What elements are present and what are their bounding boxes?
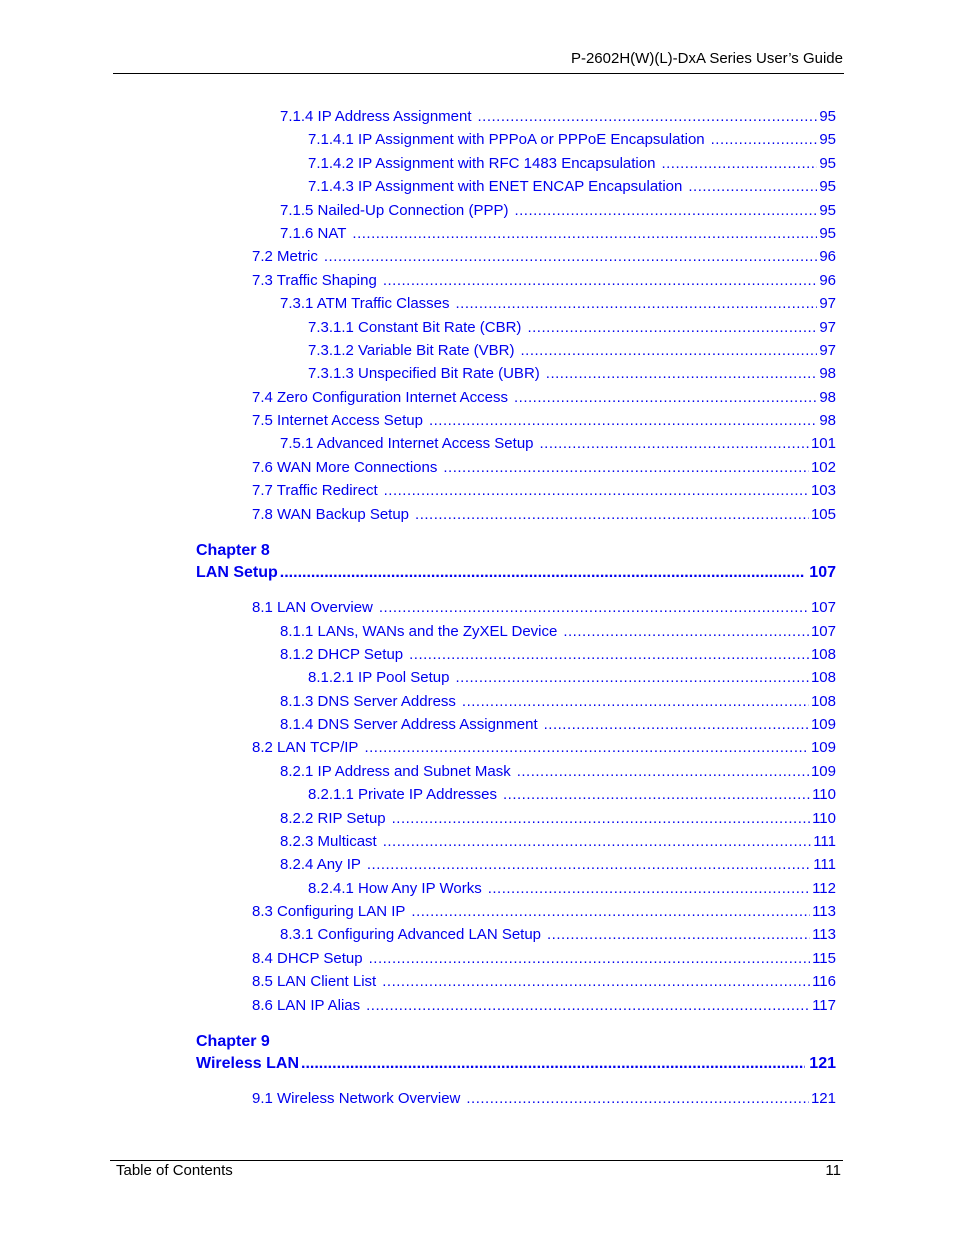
toc-entry-title: 8.2.4 Any IP — [280, 856, 361, 873]
toc-entry-title: 7.5.1 Advanced Internet Access Setup — [280, 435, 534, 452]
toc-entry[interactable] — [280, 293, 836, 313]
toc-entry-page: 96 — [819, 272, 836, 289]
toc-entry-page: 95 — [819, 202, 836, 219]
toc-entry-title: 8.1 LAN Overview — [252, 599, 373, 616]
toc-leader — [366, 997, 810, 1015]
toc-entry-page: 112 — [812, 880, 836, 897]
toc-entry[interactable] — [280, 761, 836, 781]
toc-entry[interactable] — [252, 480, 836, 500]
toc-entry[interactable] — [252, 246, 836, 266]
toc-entry-page: 108 — [810, 669, 836, 686]
toc-entry-title: 7.8 WAN Backup Setup — [252, 506, 410, 523]
toc-leader — [411, 903, 810, 921]
toc-entry-page: 98 — [819, 365, 836, 382]
toc-entry[interactable] — [280, 831, 836, 851]
toc-leader — [456, 295, 818, 313]
toc-leader — [520, 342, 817, 360]
page-header-title: P-2602H(W)(L)-DxA Series User’s Guide — [570, 50, 843, 67]
toc-leader — [383, 833, 811, 851]
toc-leader — [456, 669, 809, 687]
toc-entry[interactable] — [252, 410, 836, 430]
toc-entry-title: 8.3.1 Configuring Advanced LAN Setup — [280, 926, 542, 943]
toc-entry-page: 95 — [819, 131, 836, 148]
toc-entry-page: 105 — [810, 506, 836, 523]
toc-entry-title: 8.2.1 IP Address and Subnet Mask — [280, 763, 511, 780]
toc-entry[interactable] — [308, 784, 836, 804]
toc-entry-page: 98 — [819, 412, 836, 429]
toc-leader — [409, 646, 809, 664]
toc-entry[interactable] — [280, 621, 836, 641]
toc-entry-page: 110 — [812, 786, 836, 803]
toc-leader — [364, 739, 809, 757]
toc-entry-title: 8.1.4 DNS Server Address Assignment — [280, 716, 538, 733]
toc-leader — [383, 272, 818, 290]
toc-leader — [301, 1054, 805, 1074]
toc-leader — [503, 786, 810, 804]
toc-entry-title: 7.1.5 Nailed-Up Connection (PPP) — [280, 202, 509, 219]
toc-leader — [514, 202, 817, 220]
toc-entry-page: 107 — [810, 623, 836, 640]
toc-entry-page: 117 — [812, 997, 836, 1014]
toc-entry-title: 8.3 Configuring LAN IP — [252, 903, 406, 920]
footer-section: Table of Contents — [116, 1162, 233, 1179]
toc-leader — [369, 950, 810, 968]
toc-entry-page: 95 — [819, 178, 836, 195]
toc-entry-page: 110 — [812, 810, 836, 827]
chapter-title-text: Wireless LAN — [196, 1055, 299, 1072]
toc-entry-title: 8.1.3 DNS Server Address — [280, 693, 456, 710]
toc-leader — [517, 763, 809, 781]
toc-entry-title: 8.2.3 Multicast — [280, 833, 377, 850]
toc-leader — [711, 131, 818, 149]
toc-leader — [688, 178, 817, 196]
toc-entry-page: 109 — [810, 716, 836, 733]
toc-leader — [429, 412, 817, 430]
toc-entry-page: 95 — [819, 108, 836, 125]
toc-entry-title: 8.4 DHCP Setup — [252, 950, 363, 967]
toc-entry-title: 7.3.1 ATM Traffic Classes — [280, 295, 450, 312]
chapter-label[interactable]: Chapter 8 — [196, 542, 270, 559]
toc-entry[interactable] — [280, 924, 836, 944]
toc-leader — [367, 856, 811, 874]
toc-entry[interactable] — [252, 901, 836, 921]
toc-entry-page: 109 — [810, 739, 836, 756]
toc-entry-page: 113 — [812, 926, 836, 943]
toc-leader — [415, 506, 809, 524]
toc-leader — [352, 225, 817, 243]
toc-leader — [544, 716, 809, 734]
toc-entry[interactable] — [280, 106, 836, 126]
toc-entry-page: 95 — [819, 225, 836, 242]
toc-entry-page: 103 — [810, 482, 836, 499]
toc-entry[interactable] — [252, 270, 836, 290]
toc-entry-title: 7.1.4.3 IP Assignment with ENET ENCAP Encapsulation — [308, 178, 683, 195]
chapter-title-page: 107 — [809, 564, 836, 581]
toc-entry[interactable] — [280, 808, 836, 828]
toc-entry-title: 8.1.1 LANs, WANs and the ZyXEL Device — [280, 623, 558, 640]
footer-rule — [110, 1160, 843, 1161]
toc-entry[interactable] — [252, 457, 836, 477]
toc-entry[interactable] — [252, 948, 836, 968]
toc-entry[interactable] — [280, 223, 836, 243]
toc-entry-page: 109 — [810, 763, 836, 780]
toc-entry-page: 108 — [810, 693, 836, 710]
toc-entry-title: 8.2.1.1 Private IP Addresses — [308, 786, 498, 803]
footer-page-number: 11 — [825, 1162, 841, 1179]
toc-entry[interactable] — [280, 644, 836, 664]
toc-entry[interactable] — [280, 714, 836, 734]
chapter-title[interactable] — [196, 1052, 836, 1074]
toc-entry-title: 8.2.4.1 How Any IP Works — [308, 880, 482, 897]
toc-entry-title: 7.5 Internet Access Setup — [252, 412, 423, 429]
toc-entry[interactable] — [308, 667, 836, 687]
chapter-title-text: LAN Setup — [196, 564, 278, 581]
toc-entry-title: 7.1.4.1 IP Assignment with PPPoA or PPPoE Encapsulation — [308, 131, 705, 148]
toc-entry-page: 97 — [819, 319, 836, 336]
toc-entry-page: 101 — [810, 435, 836, 452]
toc-entry-title: 7.4 Zero Configuration Internet Access — [252, 389, 508, 406]
toc-leader — [379, 599, 809, 617]
toc-entry-page: 111 — [813, 833, 836, 850]
header-rule — [113, 73, 844, 74]
toc-entry-title: 7.6 WAN More Connections — [252, 459, 438, 476]
toc-entry[interactable] — [308, 363, 836, 383]
toc-leader — [488, 880, 810, 898]
toc-entry[interactable] — [308, 317, 836, 337]
toc-entry-page: 95 — [819, 155, 836, 172]
toc-entry[interactable] — [308, 878, 836, 898]
toc-entry-title: 8.2 LAN TCP/IP — [252, 739, 359, 756]
toc-leader — [392, 810, 810, 828]
toc-entry-page: 102 — [810, 459, 836, 476]
toc-entry-title: 7.7 Traffic Redirect — [252, 482, 378, 499]
toc-entry-page: 115 — [812, 950, 836, 967]
toc-entry[interactable] — [280, 691, 836, 711]
toc-leader — [478, 108, 818, 126]
toc-leader — [280, 563, 806, 583]
toc-leader — [563, 623, 809, 641]
toc-entry-page: 97 — [819, 342, 836, 359]
toc-entry-title: 8.1.2.1 IP Pool Setup — [308, 669, 450, 686]
toc-entry[interactable] — [308, 153, 836, 173]
toc-entry-title: 7.3.1.3 Unspecified Bit Rate (UBR) — [308, 365, 540, 382]
toc-leader — [661, 155, 817, 173]
toc-entry-page: 96 — [819, 248, 836, 265]
toc-entry[interactable] — [252, 995, 836, 1015]
toc-entry[interactable] — [252, 387, 836, 407]
toc-leader — [382, 973, 810, 991]
toc-entry-page: 111 — [813, 856, 836, 873]
toc-entry[interactable] — [308, 176, 836, 196]
toc-leader — [547, 926, 810, 944]
toc-leader — [540, 435, 809, 453]
toc-entry-page: 98 — [819, 389, 836, 406]
toc-leader — [443, 459, 809, 477]
toc-entry-title: 9.1 Wireless Network Overview — [252, 1090, 461, 1107]
toc-leader — [384, 482, 809, 500]
toc-entry-title: 8.2.2 RIP Setup — [280, 810, 386, 827]
toc-entry-page: 116 — [812, 973, 836, 990]
toc-entry[interactable] — [252, 504, 836, 524]
toc-entry-title: 8.1.2 DHCP Setup — [280, 646, 404, 663]
toc-entry-title: 7.1.6 NAT — [280, 225, 347, 242]
toc-entry-page: 121 — [810, 1090, 836, 1107]
toc-leader — [324, 248, 817, 266]
chapter-title-page: 121 — [809, 1055, 836, 1072]
toc-entry[interactable] — [252, 1088, 836, 1108]
toc-entry-page: 108 — [810, 646, 836, 663]
toc-entry-title: 7.3.1.2 Variable Bit Rate (VBR) — [308, 342, 515, 359]
toc-entry-title: 8.5 LAN Client List — [252, 973, 377, 990]
toc-entry-title: 7.2 Metric — [252, 248, 318, 265]
toc-entry[interactable] — [280, 854, 836, 874]
toc-entry[interactable] — [280, 200, 836, 220]
toc-entry-title: 8.6 LAN IP Alias — [252, 997, 361, 1014]
chapter-label[interactable]: Chapter 9 — [196, 1033, 270, 1050]
toc-entry[interactable] — [280, 433, 836, 453]
toc-entry-title: 7.3 Traffic Shaping — [252, 272, 377, 289]
toc-entry-page: 107 — [810, 599, 836, 616]
toc-leader — [462, 693, 809, 711]
toc-leader — [514, 389, 817, 407]
toc-entry[interactable] — [308, 129, 836, 149]
toc-entry[interactable] — [308, 340, 836, 360]
toc-entry-title: 7.3.1.1 Constant Bit Rate (CBR) — [308, 319, 522, 336]
toc-entry[interactable] — [252, 737, 836, 757]
toc-entry-title: 7.1.4 IP Address Assignment — [280, 108, 472, 125]
toc-entry[interactable] — [252, 597, 836, 617]
toc-entry-title: 7.1.4.2 IP Assignment with RFC 1483 Encapsulation — [308, 155, 656, 172]
chapter-title[interactable] — [196, 561, 836, 583]
toc-leader — [466, 1090, 809, 1108]
toc-entry-page: 113 — [812, 903, 836, 920]
toc-leader — [546, 365, 818, 383]
toc-leader — [527, 319, 817, 337]
toc-entry-page: 97 — [819, 295, 836, 312]
toc-entry[interactable] — [252, 971, 836, 991]
